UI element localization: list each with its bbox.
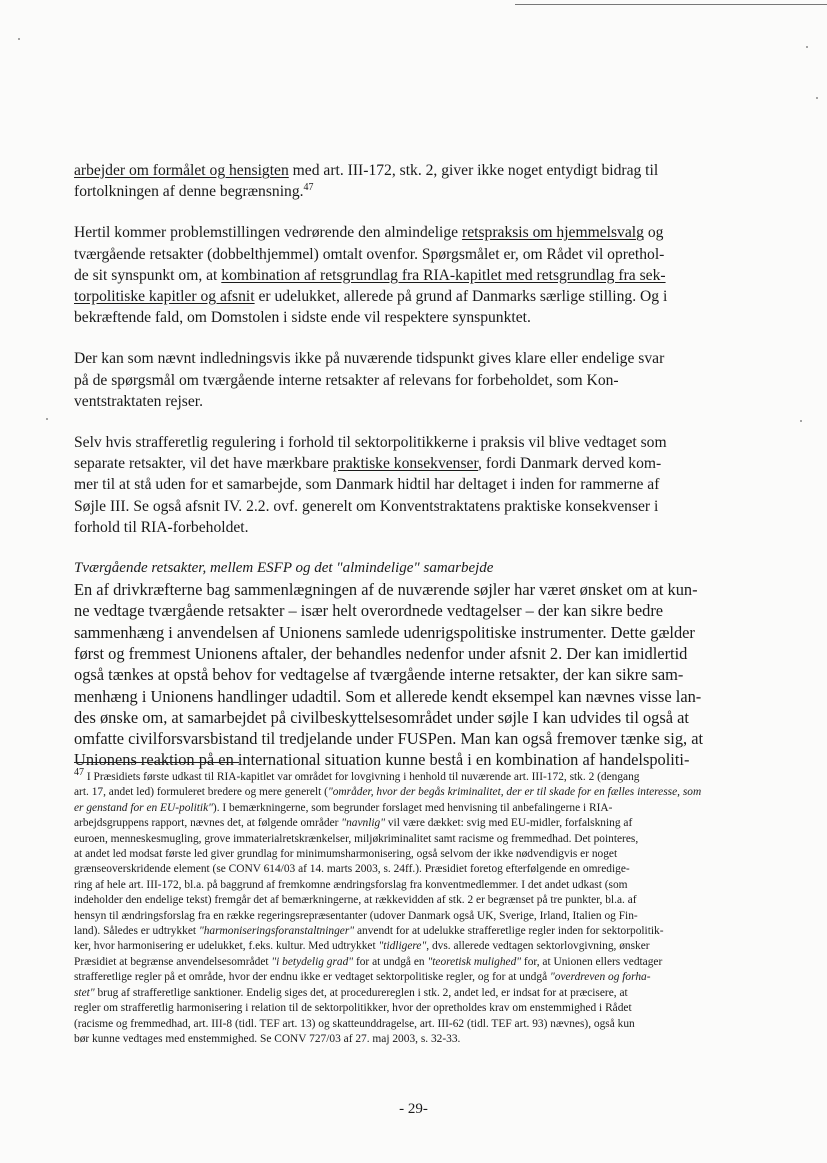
text-line <box>74 391 742 412</box>
underlined-phrase: arbejder om formålet og hensigten <box>74 162 289 179</box>
text-run: ventstraktaten rejser. <box>74 392 204 410</box>
text-line <box>74 474 742 495</box>
text-run: Hertil kommer problemstillingen vedrørende den almindelige <box>74 224 463 242</box>
text-line <box>74 801 764 816</box>
text-run: arbejdsgruppens rapport, nævnes det, at følgende områder <box>74 817 342 830</box>
text-line <box>74 955 764 970</box>
text-run: euroen, menneskesmugling, grove immaterialretskrænkelser, miljøkriminalitet samt racisme og fremmedhad. Det pointeres, <box>74 832 639 845</box>
underlined-phrase: torpolitiske kapitler og afsnit <box>74 288 255 306</box>
underlined-phrase: praktiske konsekvenser <box>332 455 479 473</box>
text-run: og <box>643 224 664 242</box>
text-run: Selv hvis strafferetlig regulering i forhold til sektorpolitikkerne i praksis vil blive vedtaget som <box>74 434 667 452</box>
text-line <box>74 181 742 202</box>
quoted-term: "områder, hvor der begås kriminalitet, der er til skade for en fælles interesse, som <box>327 786 702 799</box>
footnote-separator <box>74 762 239 763</box>
section-body <box>74 579 742 771</box>
text-line <box>74 453 742 474</box>
page-number: - 29- <box>399 1101 428 1117</box>
text-run: grænseoverskridende element (se CONV 614/03 af 14. marts 2003, s. 24ff.). Præsidiet foretog efterfølgende en omredige- <box>74 863 630 876</box>
text-run: er udelukket, allerede på grund af Danmarks særlige stilling. Og i <box>254 288 668 306</box>
text-run: , dvs. allerede vedtagen sektorlovgivning, ønsker <box>426 940 650 953</box>
body-paragraph <box>74 222 742 328</box>
text-line <box>74 785 764 800</box>
text-run: art. 17, andet led) formuleret bredere og mere generelt ( <box>74 786 328 799</box>
text-run: separate retsakter, vil det have mærkbare <box>74 455 333 473</box>
text-run: strafferetlige regler på et område, hvor der endnu ikke er vedtaget sektorpolitiske regler, og for at undgå <box>74 971 550 984</box>
text-line <box>74 862 764 877</box>
text-line <box>74 939 764 954</box>
body-paragraph <box>74 348 742 412</box>
text-run: indeholder den endelige tekst) fremgår det af bemærkningerne, at rækkevidden af stk. 2 er begrænset på tre punkter, bl.a. af <box>74 894 637 907</box>
paragraph-group <box>74 160 742 538</box>
text-line: omfatte civilforsvarsbistand til tredjelande under FUSPen. Man kan også fremover tænke sig, at <box>74 729 704 749</box>
text-line <box>74 832 764 847</box>
text-run: vil være dækket: svig med EU-midler, forfalskning af <box>385 817 633 830</box>
text-run: mer til at stå uden for et samarbejde, som Danmark hidtil har deltaget i inden for rammerne af <box>74 476 660 494</box>
text-line: sammenhæng i anvendelsen af Unionens samlede udenrigspolitiske instrumenter. Dette gælder <box>74 622 695 642</box>
text-line <box>74 517 742 538</box>
text-line <box>74 496 742 517</box>
quoted-term: "navnlig" <box>341 817 386 830</box>
text-line <box>74 1017 764 1032</box>
text-run: , fordi Danmark derved kom- <box>478 455 662 473</box>
scan-edge-line <box>515 4 827 5</box>
text-run: på de spørgsmål om tværgående interne retsakter af relevans for forbeholdet, som Kon- <box>74 371 619 389</box>
text-line <box>74 909 764 924</box>
text-line <box>74 307 742 328</box>
text-run: forhold til RIA-forbeholdet. <box>74 518 249 536</box>
footnote-ref: 47 <box>303 182 314 194</box>
quoted-term: "i betydelig grad" <box>271 955 354 968</box>
text-run: de sit synspunkt om, at <box>74 266 222 284</box>
text-run: brug af strafferetlige sanktioner. Endelig siges det, at procedurereglen i stk. 2, andet led, er indsat for at præcisere, at <box>94 986 628 999</box>
text-run: Søjle III. Se også afsnit IV. 2.2. ovf. generelt om Konventstraktatens praktiske konsekvenser i <box>74 497 659 515</box>
scan-speck <box>800 420 802 422</box>
text-line <box>74 1032 764 1047</box>
text-line <box>74 893 764 908</box>
section-heading: Tværgående retsakter, mellem ESFP og det "almindelige" samarbejde <box>74 560 494 577</box>
body-paragraph <box>74 432 742 538</box>
text-line <box>74 986 764 1001</box>
text-line <box>74 348 742 369</box>
text-line <box>74 370 742 391</box>
scan-speck <box>46 418 48 420</box>
text-line <box>74 286 742 307</box>
text-line <box>74 1001 764 1016</box>
footnote-ref: 47 <box>74 767 84 779</box>
text-run: med art. III-172, stk. 2, giver ikke noget entydigt bidrag til <box>288 162 659 179</box>
text-run: regler om strafferetlig harmonisering i relation til de sektorpolitikker, hvor der opretholdes krav om enstemmighed i Rådet <box>74 1002 632 1015</box>
text-line <box>74 244 742 265</box>
underlined-phrase: retspraksis om hjemmelsvalg <box>462 224 644 242</box>
text-run: for at undgå en <box>353 955 428 968</box>
body-paragraph <box>74 160 742 202</box>
text-line <box>74 222 742 243</box>
scan-speck <box>18 38 20 40</box>
text-line <box>74 924 764 939</box>
text-run: at andet led modsat første led giver grundlag for minimumsharmonisering, også selvom der ikke nødvendigvis er noget <box>74 848 618 861</box>
scan-speck <box>816 97 818 99</box>
text-run: land). Således er udtrykket <box>74 925 199 938</box>
quoted-term: er genstand for en EU-politik" <box>74 801 213 814</box>
text-run: hensyn til ændringsforslag fra en række regeringsrepræsentanter (udover Danmark også UK, Sverige, Irland, Italien og Fin- <box>74 909 638 922</box>
text-run: fortolkningen af denne begrænsning. <box>74 183 304 201</box>
text-run: tværgående retsakter (dobbelthjemmel) omtalt ovenfor. Spørgsmålet er, om Rådet vil oprethol- <box>74 245 665 263</box>
text-line <box>74 816 764 831</box>
text-line <box>74 847 764 862</box>
text-run: (racisme og fremmedhad, art. III-8 (tidl. TEF art. 13) og skatteunddragelse, art. III-62 (tidl. TEF art. 93) nævnes), også kun <box>74 1017 635 1030</box>
text-line <box>74 160 742 181</box>
text-run: ring af hele art. III-172, bl.a. på baggrund af fremkomne ændringsforslag fra konventmedlemmer. I det andet udkast (som <box>74 878 628 891</box>
text-line <box>74 432 742 453</box>
underlined-phrase: kombination af retsgrundlag fra RIA-kapitlet med retsgrundlag fra sek- <box>221 266 666 284</box>
text-line <box>74 970 764 985</box>
text-line: Unionens reaktion på en international situation kunne bestå i en kombination af handelspoliti- <box>74 750 690 770</box>
text-line: ne vedtage tværgående retsakter – især helt overordnede vedtagelser – der kan sikre bedre <box>74 601 664 621</box>
text-run: ). I bemærkningerne, som begrunder forslaget med henvisning til anbefalingerne i RIA- <box>212 801 613 814</box>
document-page <box>74 160 742 791</box>
text-run: I Præsidiets første udkast til RIA-kapitlet var området for lovgivning i henhold til nuværende art. III-172, stk. 2 (dengang <box>84 771 640 783</box>
text-run: ker, hvor harmonisering er udelukket, f.eks. kultur. Med udtrykket <box>74 940 379 953</box>
text-run: anvendt for at udelukke strafferetlige regler inden for sektorpolitik- <box>354 925 664 938</box>
quoted-term: "tidligere" <box>378 940 427 953</box>
text-line: des ønske om, at samarbejdet på civilbeskyttelsesområdet under søjle I kan udvides til også at <box>74 707 689 727</box>
quoted-term: stet" <box>74 986 95 999</box>
quoted-term: "harmoniseringsforanstaltninger" <box>198 925 355 938</box>
text-run: bekræftende fald, om Domstolen i sidste ende vil respektere synspunktet. <box>74 309 531 327</box>
text-line <box>74 767 764 785</box>
text-line: også tænkes at opstå behov for vedtagelse af tværgående interne retsakter, der kan sikre sam- <box>74 665 684 685</box>
text-line: først og fremmest Unionens aftaler, der behandles nedenfor under afsnit 2. Der kan imidlertid <box>74 643 688 663</box>
quoted-term: "teoretisk mulighed" <box>427 955 522 968</box>
text-run: Præsidiet at begrænse anvendelsesområdet <box>74 955 272 968</box>
text-line <box>74 265 742 286</box>
text-line: En af drivkræfterne bag sammenlægningen af de nuværende søjler har været ønsket om at kun- <box>74 580 698 600</box>
footnote-47 <box>74 767 764 1047</box>
scan-speck <box>806 46 808 48</box>
text-run: for, at Unionen ellers vedtager <box>521 955 663 968</box>
text-line <box>74 878 764 893</box>
text-line: menhæng i Unionens handlinger udadtil. Som et allerede kendt eksempel kan nævnes visse lan- <box>74 686 702 706</box>
text-run: bør kunne vedtages med enstemmighed. Se CONV 727/03 af 27. maj 2003, s. 32-33. <box>74 1032 461 1045</box>
text-run: Der kan som nævnt indledningsvis ikke på nuværende tidspunkt gives klare eller endelige svar <box>74 350 665 368</box>
quoted-term: "overdreven og forha- <box>549 971 651 984</box>
